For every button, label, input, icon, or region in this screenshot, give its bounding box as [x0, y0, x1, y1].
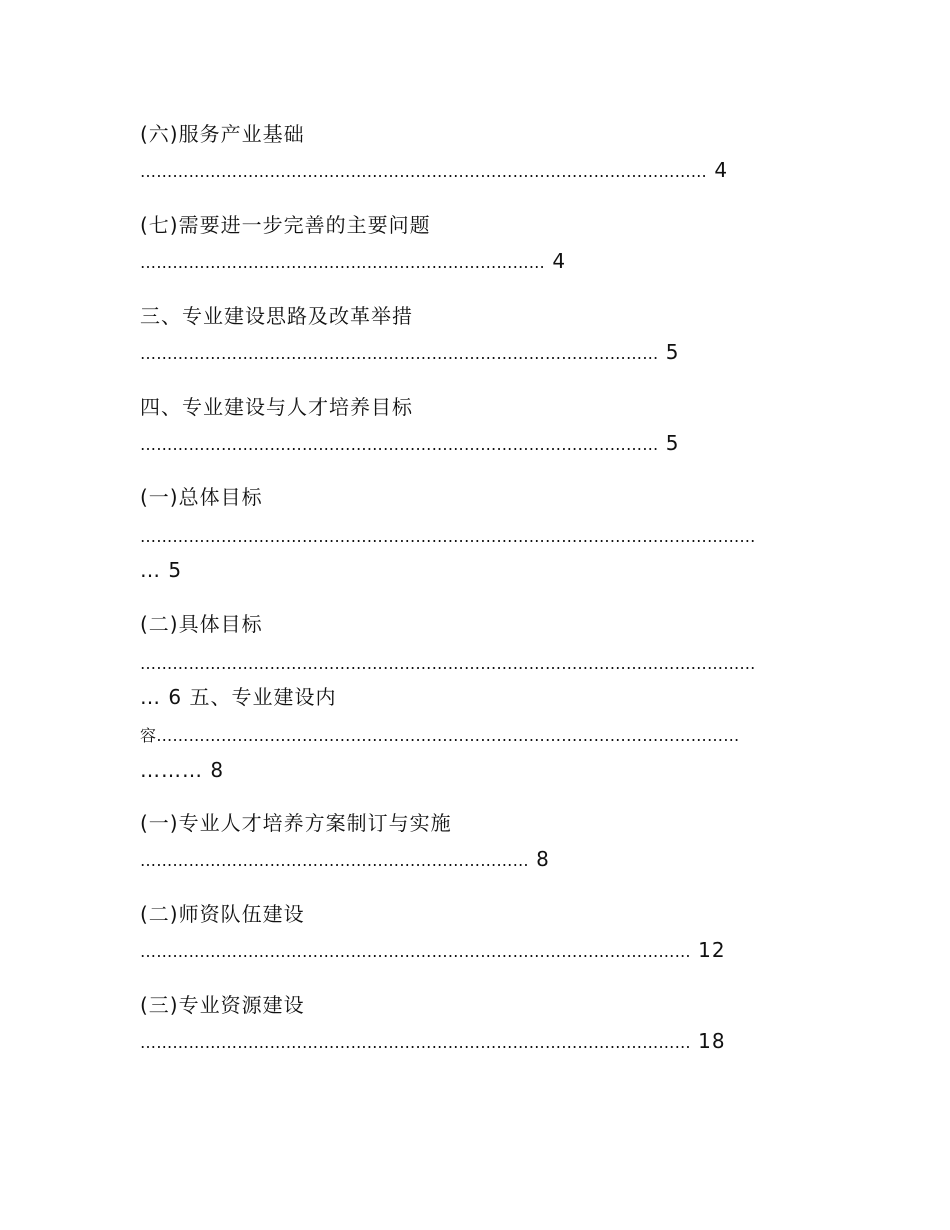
- toc-page-number: 8: [536, 847, 550, 871]
- toc-page-number: 18: [698, 1029, 726, 1053]
- toc-dots: …………………………………………………………………: [140, 253, 545, 272]
- toc-entry-title: 三、专业建设思路及改革举措: [140, 304, 413, 328]
- toc-entry-leader: [140, 938, 726, 964]
- toc-entry-leader: [140, 1029, 726, 1055]
- toc-dots: ……………………………………………………………………………………………………: [140, 654, 756, 673]
- toc-entry-title: (一)专业人才培养方案制订与实施: [140, 811, 452, 835]
- toc-entry-leader: [140, 523, 756, 549]
- toc-entry-leader: [140, 340, 680, 366]
- toc-dots: ……………………………………………………………………………………: [140, 344, 659, 363]
- toc-page-number: 5: [665, 431, 680, 455]
- toc-entry-title: (一)总体目标: [140, 485, 263, 509]
- toc-entry-leader: [140, 650, 756, 676]
- toc-entry-title: (七)需要进一步完善的主要问题: [140, 213, 431, 237]
- toc-entry-continuation: … 6 五、专业建设内: [140, 685, 337, 709]
- toc-entry-title: (二)具体目标: [140, 612, 263, 636]
- toc-entry-continuation: ……… 8: [140, 758, 225, 782]
- toc-entry-leader: [140, 431, 680, 457]
- toc-dots: ……………………………………………………………………………………………: [140, 162, 707, 181]
- toc-dots: ………………………………………………………………: [140, 851, 529, 870]
- toc-dots: …………………………………………………………………………………………: [140, 1033, 691, 1052]
- toc-entry-title: (二)师资队伍建设: [140, 902, 305, 926]
- toc-entry-title: 四、专业建设与人才培养目标: [140, 395, 413, 419]
- toc-entry-leader: [140, 249, 566, 275]
- toc-page-number: 5: [665, 340, 680, 364]
- toc-dots: …………………………………………………………………………………………: [140, 942, 691, 961]
- toc-page-number: 12: [698, 938, 726, 962]
- toc-entry-continuation: [140, 722, 739, 748]
- toc-page-number: 4: [714, 158, 729, 182]
- toc-entry-leader: [140, 158, 728, 184]
- toc-page-number: 4: [552, 249, 567, 273]
- toc-dots: ……………………………………………………………………………………………………: [140, 527, 756, 546]
- toc-entry-title: (三)专业资源建设: [140, 993, 305, 1017]
- toc-dots: 容………………………………………………………………………………………………: [140, 726, 740, 745]
- toc-entry-continuation: … 5: [140, 558, 183, 582]
- toc-dots: ……………………………………………………………………………………: [140, 435, 659, 454]
- toc-entry-title: (六)服务产业基础: [140, 122, 305, 146]
- toc-entry-leader: [140, 847, 550, 873]
